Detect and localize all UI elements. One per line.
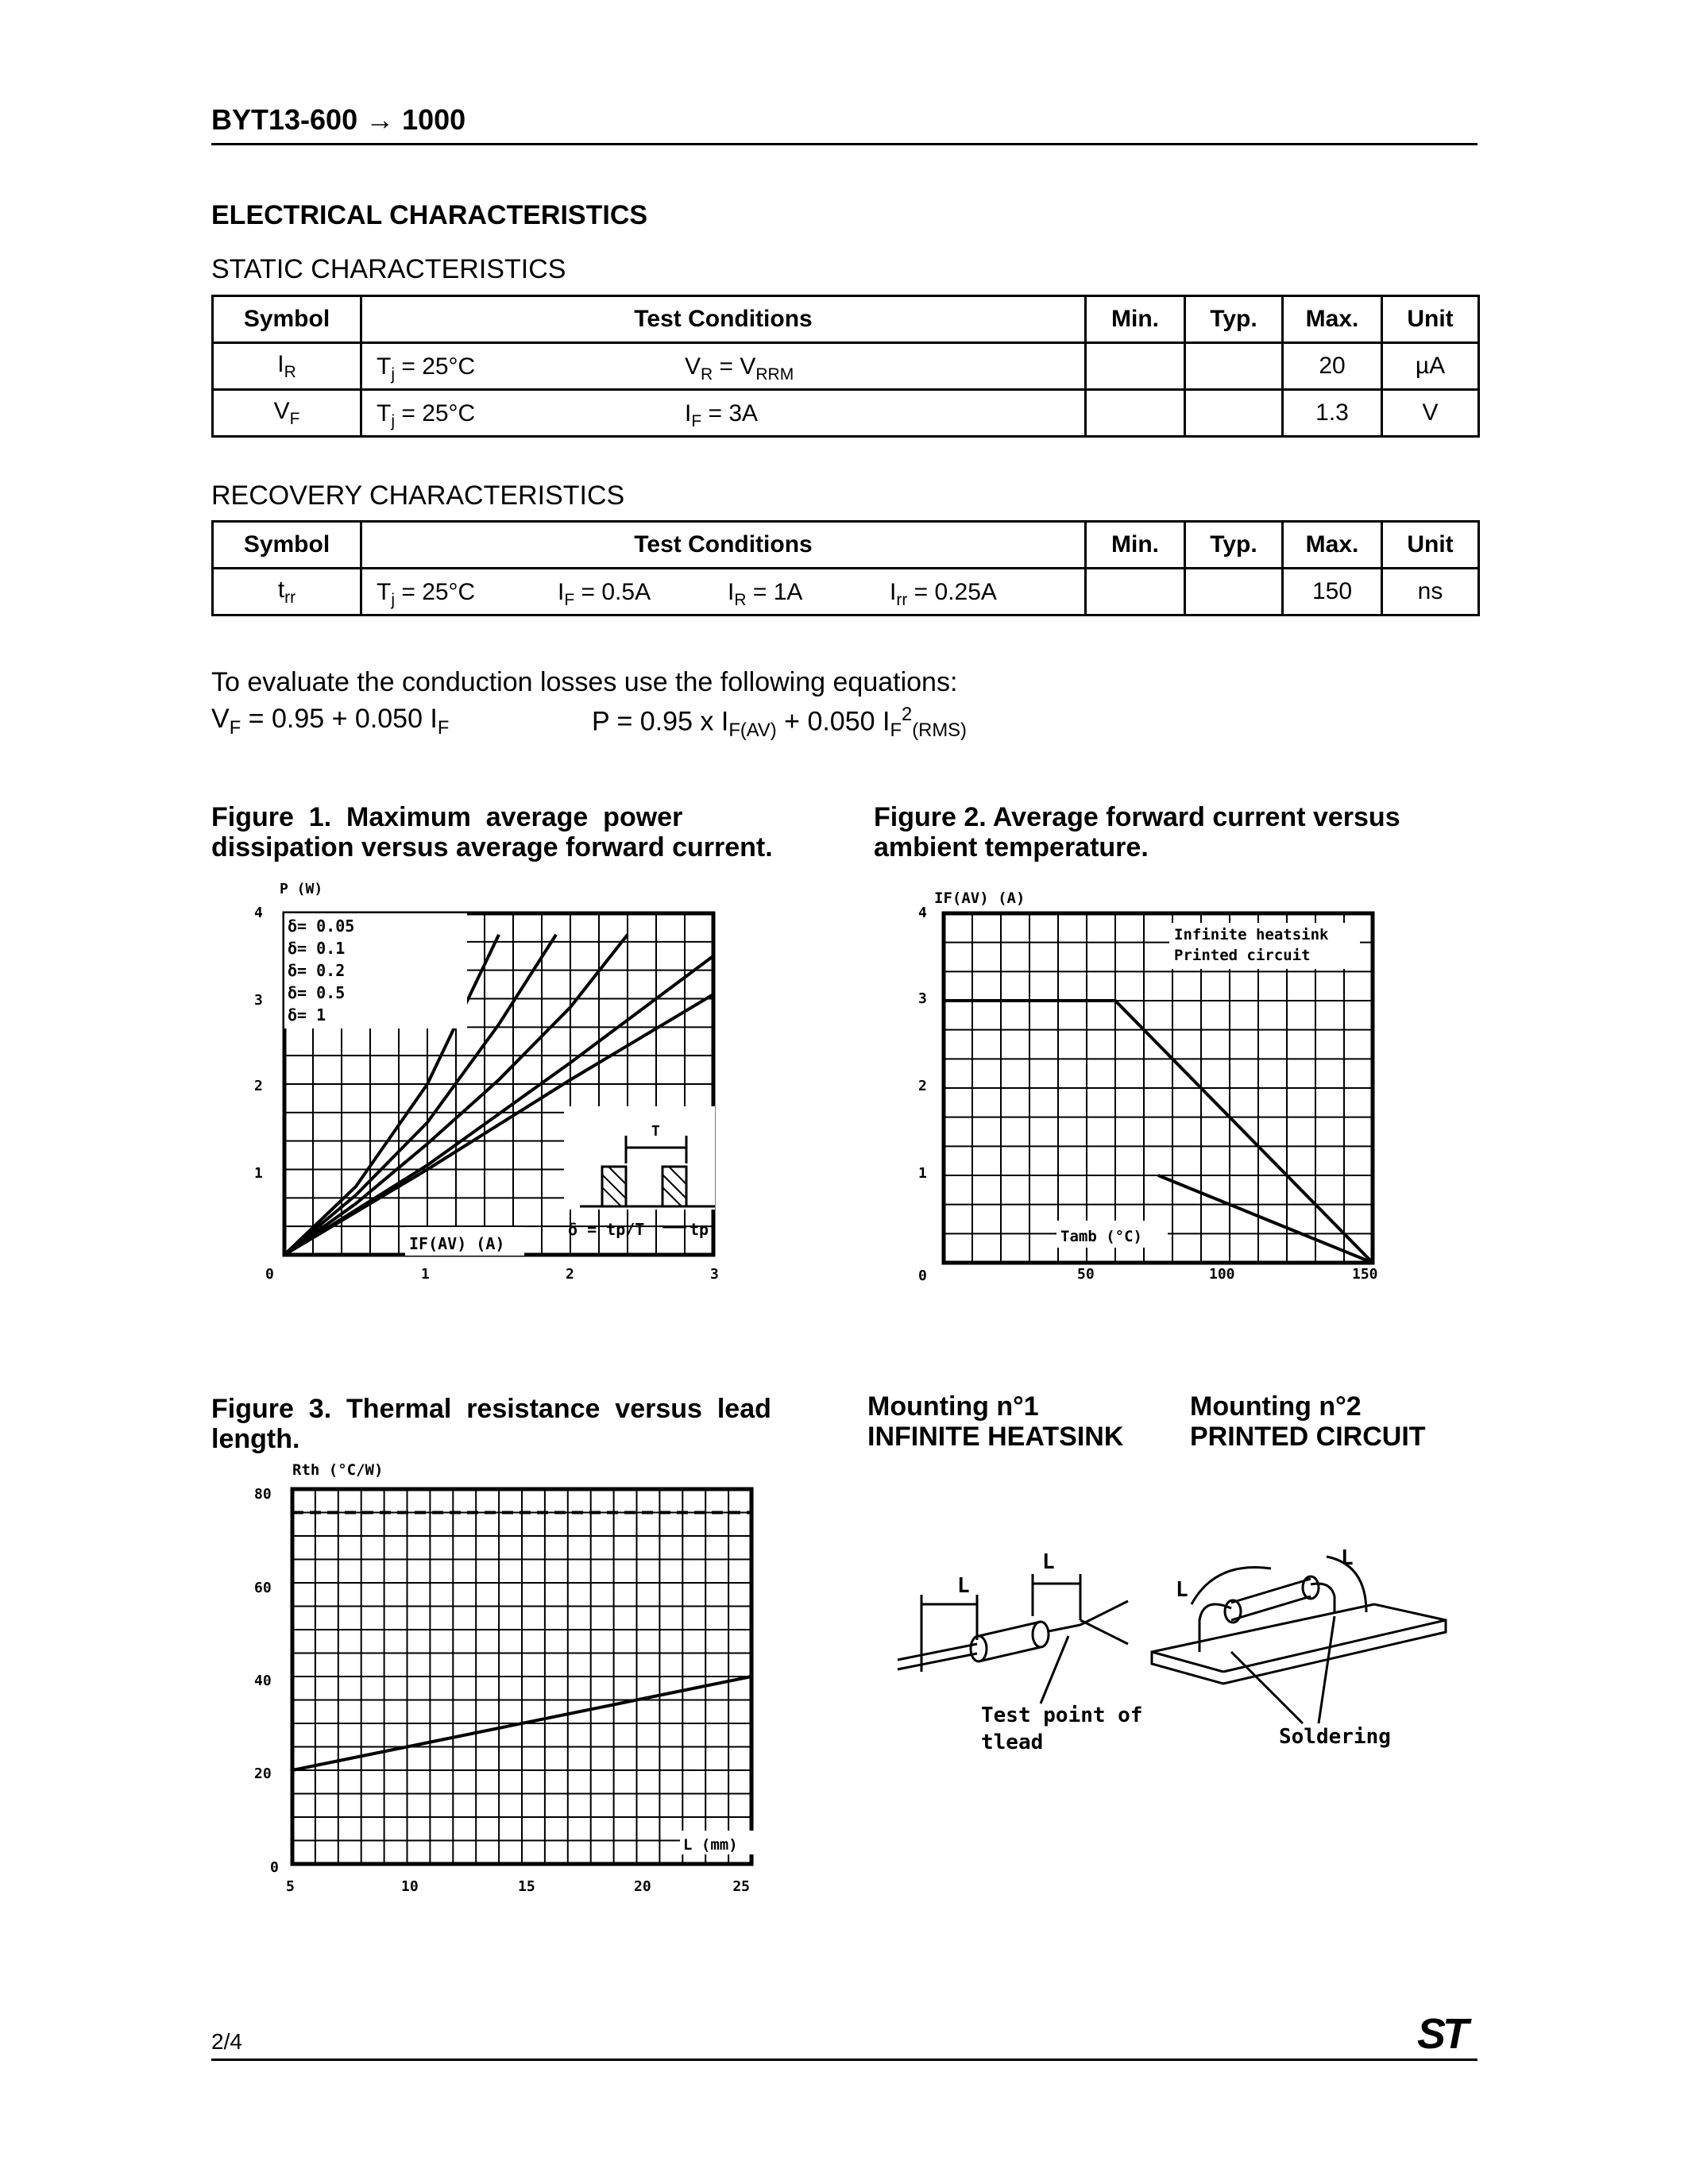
typ-cell bbox=[1185, 390, 1283, 437]
mounting2-drawing bbox=[1152, 1557, 1446, 1723]
legend-entry: δ= 1 bbox=[288, 1005, 326, 1024]
y-tick-label: 1 bbox=[254, 1165, 263, 1182]
x-tick-label: 15 bbox=[518, 1878, 535, 1895]
footer-rule bbox=[211, 2059, 1477, 2061]
col-header: Min. bbox=[1086, 296, 1185, 343]
y-tick-label: 2 bbox=[254, 1078, 263, 1094]
y-tick-label: 0 bbox=[270, 1859, 279, 1876]
unit-cell: µA bbox=[1382, 343, 1479, 390]
page-header: BYT13-600 → 1000 bbox=[211, 103, 466, 136]
typ-cell bbox=[1185, 343, 1283, 390]
equation-vf: $V_F = 0.95 + 0.050$ $I_F$ bbox=[211, 704, 450, 739]
st-logo: ST bbox=[1417, 2010, 1466, 2058]
y-tick-label: 3 bbox=[254, 992, 263, 1009]
col-header: Min. bbox=[1086, 522, 1185, 569]
max-cell: 150 bbox=[1283, 569, 1382, 615]
x-tick-label: 20 bbox=[634, 1878, 651, 1895]
equations-intro: To evaluate the conduction losses use the following equations: bbox=[211, 667, 958, 697]
min-cell bbox=[1086, 569, 1185, 615]
conditions-cell: $T_j = 25^\circ C$ $I_F = 0.5A$ $I_R = 1A$ $I_{rr} = 0.25A$ bbox=[361, 569, 1086, 615]
x-tick-label: 150 bbox=[1352, 1266, 1378, 1283]
col-header: Test Conditions bbox=[361, 296, 1086, 343]
col-header: Unit bbox=[1382, 522, 1479, 569]
inset-tp-label: tp bbox=[689, 1220, 709, 1239]
recovery-table bbox=[211, 520, 1480, 616]
mounting1-drawing bbox=[898, 1574, 1128, 1704]
figure1-y-title: P (W) bbox=[280, 881, 323, 897]
figure1-x-title: IF(AV) (A) bbox=[409, 1234, 505, 1253]
x-tick-label: 2 bbox=[566, 1266, 574, 1283]
inset-period-label: T bbox=[651, 1123, 660, 1140]
unit-cell: V bbox=[1382, 390, 1479, 437]
lead-length-label: L bbox=[1341, 1546, 1354, 1570]
legend-entry: Printed circuit bbox=[1174, 947, 1311, 964]
table-header-row bbox=[213, 522, 1479, 569]
figure3-y-title: Rth (°C/W) bbox=[292, 1461, 384, 1479]
min-cell bbox=[1086, 390, 1185, 437]
figure3-grid bbox=[292, 1489, 751, 1864]
x-tick-label: 0 bbox=[265, 1266, 274, 1283]
figure2-y-title: IF(AV) (A) bbox=[934, 889, 1026, 907]
soldering-label: Soldering bbox=[1279, 1725, 1391, 1749]
figure2-caption: Figure 2. Average forward current versus ambient temperature. bbox=[874, 802, 1400, 862]
col-header: Typ. bbox=[1185, 296, 1283, 343]
tlead-label: tlead bbox=[981, 1731, 1044, 1754]
col-header: Unit bbox=[1382, 296, 1479, 343]
x-tick-label: 50 bbox=[1077, 1266, 1095, 1283]
y-tick-label: 20 bbox=[254, 1765, 272, 1782]
figure1-caption: Figure 1. Maximum average power dissipation versus average forward current. bbox=[211, 802, 773, 862]
x-tick-label: 0 bbox=[918, 1268, 927, 1284]
lead-length-label: L bbox=[1176, 1578, 1188, 1602]
figure2-chart bbox=[914, 878, 1406, 1298]
section-title: ELECTRICAL CHARACTERISTICS bbox=[211, 200, 648, 230]
typ-cell bbox=[1185, 569, 1283, 615]
symbol-cell: $V_F$ bbox=[213, 390, 361, 437]
table-row bbox=[213, 390, 1479, 437]
figure3-x-title: L (mm) bbox=[683, 1836, 738, 1854]
col-header: Max. bbox=[1283, 522, 1382, 569]
legend-entry: δ= 0.5 bbox=[288, 983, 346, 1002]
y-tick-label: 40 bbox=[254, 1673, 272, 1689]
unit-cell: ns bbox=[1382, 569, 1479, 615]
legend-entry: δ= 0.1 bbox=[288, 939, 346, 958]
series-line bbox=[1158, 1175, 1373, 1263]
page-number: 2/4 bbox=[211, 2029, 242, 2054]
legend-entry: δ= 0.05 bbox=[288, 916, 355, 936]
test-point-label: Test point of bbox=[981, 1704, 1143, 1727]
col-header: Test Conditions bbox=[361, 522, 1086, 569]
col-header: Max. bbox=[1283, 296, 1382, 343]
figure2-x-title: Tamb (°C) bbox=[1060, 1228, 1142, 1245]
y-tick-label: 3 bbox=[918, 990, 927, 1007]
figure3-chart bbox=[238, 1457, 778, 1902]
symbol-cell: $t_{rr}$ bbox=[213, 569, 361, 615]
table-row bbox=[213, 569, 1479, 615]
mounting1-heading: Mounting n°1 INFINITE HEATSINK bbox=[867, 1391, 1124, 1452]
conditions-cell: $T_j = 25^\circ C$ $I_F = 3A$ bbox=[361, 390, 1086, 437]
static-title: STATIC CHARACTERISTICS bbox=[211, 254, 566, 284]
recovery-title: RECOVERY CHARACTERISTICS bbox=[211, 480, 625, 511]
mounting2-heading: Mounting n°2 PRINTED CIRCUIT bbox=[1190, 1391, 1426, 1452]
max-cell: 1.3 bbox=[1283, 390, 1382, 437]
conditions-cell: $T_j = 25^\circ C$ $V_R = V_{RRM}$ bbox=[361, 343, 1086, 390]
x-tick-label: 25 bbox=[732, 1878, 750, 1895]
x-tick-label: 10 bbox=[401, 1878, 419, 1895]
legend-entry: Infinite heatsink bbox=[1174, 926, 1329, 943]
min-cell bbox=[1086, 343, 1185, 390]
figure1-inset bbox=[564, 1106, 715, 1227]
max-cell: 20 bbox=[1283, 343, 1382, 390]
y-tick-label: 4 bbox=[918, 905, 927, 921]
col-header: Typ. bbox=[1185, 522, 1283, 569]
x-tick-label: 5 bbox=[286, 1878, 295, 1895]
mounting-drawings bbox=[890, 1533, 1462, 1771]
y-tick-label: 80 bbox=[254, 1486, 272, 1503]
symbol-cell: $I_R$ bbox=[213, 343, 361, 390]
table-row bbox=[213, 343, 1479, 390]
y-tick-label: 60 bbox=[254, 1580, 272, 1596]
x-tick-label: 1 bbox=[421, 1266, 430, 1283]
table-header-row bbox=[213, 296, 1479, 343]
col-header: Symbol bbox=[213, 522, 361, 569]
header-rule bbox=[211, 143, 1477, 145]
figure3-caption: Figure 3. Thermal resistance versus lead length. bbox=[211, 1394, 771, 1454]
equation-power: P = 0.95 x $I_{F(AV)} + 0.050$ $I_F^2_{(RMS)}$ bbox=[592, 704, 967, 742]
y-tick-label: 1 bbox=[918, 1165, 927, 1182]
inset-duty-label: δ = tp/T bbox=[568, 1220, 645, 1239]
lead-length-label: L bbox=[1042, 1550, 1055, 1574]
x-tick-label: 100 bbox=[1209, 1266, 1235, 1283]
figure1-chart bbox=[254, 878, 747, 1298]
legend-entry: δ= 0.2 bbox=[288, 961, 346, 980]
lead-length-label: L bbox=[957, 1574, 970, 1598]
x-tick-label: 3 bbox=[710, 1266, 719, 1283]
col-header: Symbol bbox=[213, 296, 361, 343]
y-tick-label: 4 bbox=[254, 905, 263, 921]
static-table bbox=[211, 295, 1480, 438]
y-tick-label: 2 bbox=[918, 1078, 927, 1094]
